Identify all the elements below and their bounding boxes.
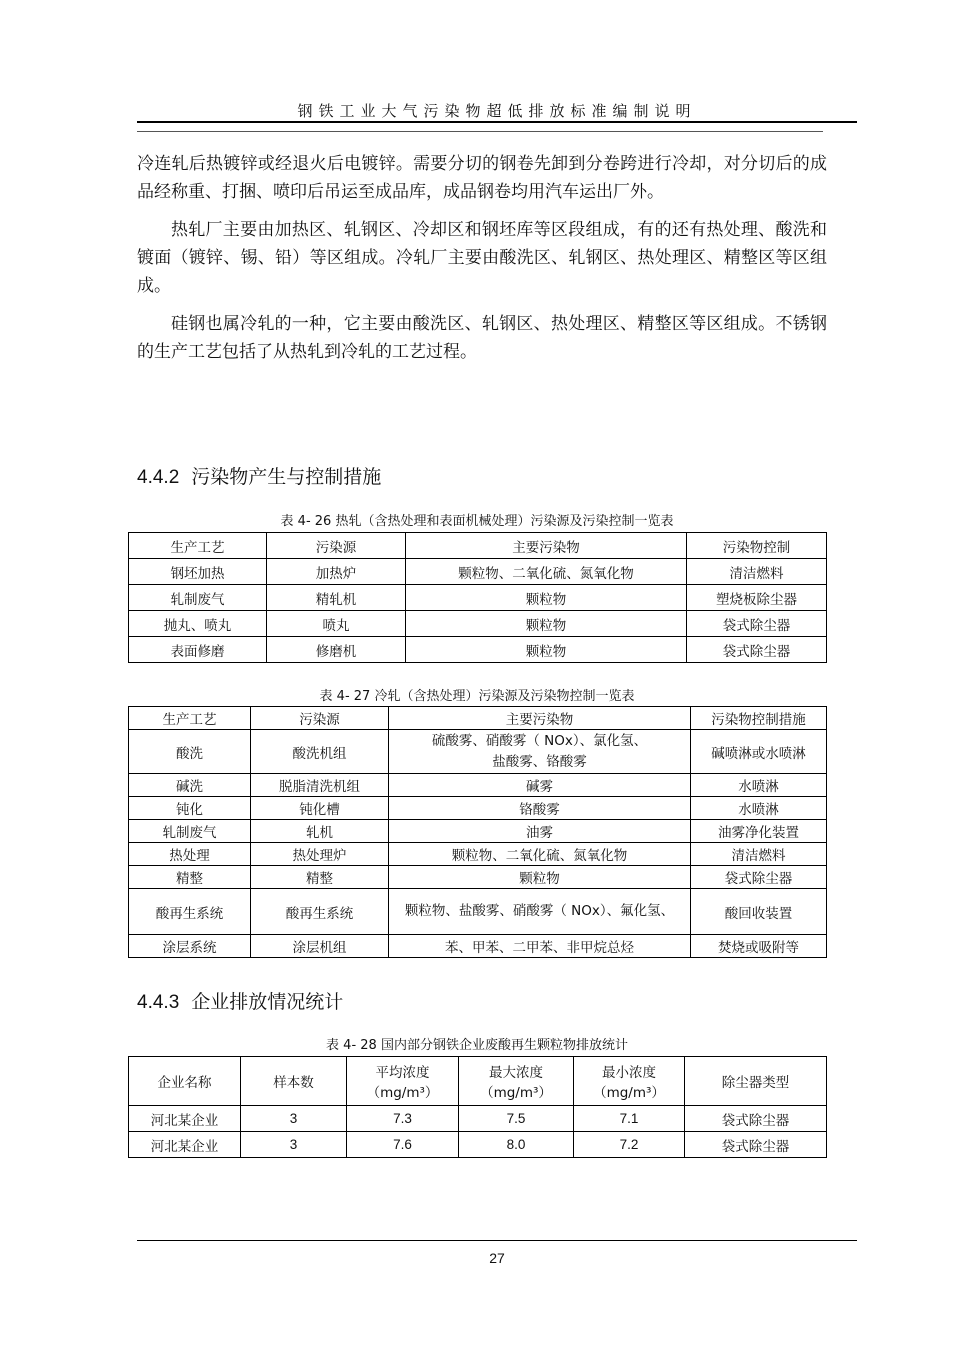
table-cell: 酸回收装置 [691,889,827,935]
table-cell: 轧制废气 [129,585,267,611]
table-cell: 钢坯加热 [129,559,267,585]
table-cell: 袋式除尘器 [687,637,827,663]
table-cell: 碱洗 [129,774,251,797]
table-cell: 轧机 [251,820,389,843]
footer-rule [137,1240,857,1241]
table-cell: 清洁燃料 [687,559,827,585]
body-text [137,150,827,376]
table-cell: 8.0 [459,1132,574,1158]
header-label: 最小浓度 [602,1065,656,1081]
column-header: 污染源 [267,533,406,559]
table-cell: 硫酸雾、硝酸雾（ NOx）、氯化氢、盐酸雾、铬酸雾 [389,730,691,774]
table-cell: 袋式除尘器 [685,1106,827,1132]
header-rule [137,121,857,123]
column-header: 主要污染物 [389,707,691,730]
table-cell: 热处理炉 [251,843,389,866]
table-4-27 [128,706,827,958]
paragraph: 热轧厂主要由加热区、轧钢区、冷却区和钢坯库等区段组成，有的还有热处理、酸洗和镀面（镀锌、锡、铅）等区组成。冷轧厂主要由酸洗区、轧钢区、热处理区、精整区等区组成。 [137,220,827,296]
table-cell: 涂层系统 [129,935,251,958]
table-caption: 表 4- 27 冷轧（含热处理）污染源及污染物控制一览表 [319,689,635,704]
column-header: 生产工艺 [129,533,267,559]
table-row [129,889,827,935]
table-cell: 袋式除尘器 [691,866,827,889]
table-cell: 7.5 [459,1106,574,1132]
table-cell: 酸再生系统 [129,889,251,935]
table-row [129,611,827,637]
table-cell: 袋式除尘器 [687,611,827,637]
table-cell: 加热炉 [267,559,406,585]
table-cell: 颗粒物、盐酸雾、硝酸雾（ NOx）、氟化氢、 [389,889,691,935]
section-title: 污染物产生与控制措施 [191,466,382,488]
column-header: 污染物控制 [687,533,827,559]
table-cell: 修磨机 [267,637,406,663]
table-cell: 颗粒物 [406,637,687,663]
table-cell: 精整 [251,866,389,889]
table-row [129,797,827,820]
table-cell: 水喷淋 [691,797,827,820]
table-cell: 7.3 [347,1106,459,1132]
header-label: 平均浓度 [375,1065,430,1081]
table-cell: 涂层机组 [251,935,389,958]
paragraph: 硅钢也属冷轧的一种，它主要由酸洗区、轧钢区、热处理区、精整区等区组成。不锈钢的生产工艺包括了从热轧到冷轧的工艺过程。 [137,314,827,362]
column-header [459,1057,574,1106]
section-heading-4-4-3 [137,987,343,1014]
table-row [129,843,827,866]
column-header [347,1057,459,1106]
column-header: 样本数 [241,1057,347,1106]
table-row [129,935,827,958]
table-cell: 脱脂清洗机组 [251,774,389,797]
table-cell: 颗粒物 [389,866,691,889]
table-header-row [129,1057,827,1106]
table-cell: 颗粒物 [406,611,687,637]
table-cell: 7.6 [347,1132,459,1158]
section-heading-4-4-2 [137,462,381,489]
header-label: 最大浓度 [489,1065,543,1081]
table-row [129,730,827,774]
column-header: 生产工艺 [129,707,251,730]
column-header: 污染物控制措施 [691,707,827,730]
header-unit: （mg/m³） [480,1085,552,1101]
table-cell: 7.1 [574,1106,685,1132]
table-cell: 喷丸 [267,611,406,637]
table-row [129,774,827,797]
section-number: 4.4.3 [137,992,180,1013]
table-cell: 酸洗 [129,730,251,774]
page-number: 27 [489,1250,505,1266]
table-cell: 7.2 [574,1132,685,1158]
table-row [129,1106,827,1132]
header-unit: （mg/m³） [366,1085,439,1101]
table-cell: 河北某企业 [129,1132,241,1158]
table-cell: 表面修磨 [129,637,267,663]
table-cell: 3 [241,1132,347,1158]
table-cell: 油雾净化装置 [691,820,827,843]
table-cell: 清洁燃料 [691,843,827,866]
header-subrule [137,131,823,132]
column-header: 主要污染物 [406,533,687,559]
table-row [129,820,827,843]
table-row [129,637,827,663]
column-header: 企业名称 [129,1057,241,1106]
table-row [129,1132,827,1158]
table-cell: 精整 [129,866,251,889]
table-cell: 水喷淋 [691,774,827,797]
table-header-row [129,533,827,559]
table-4-28 [128,1056,827,1158]
table-cell: 颗粒物 [406,585,687,611]
table-row [129,559,827,585]
section-number: 4.4.2 [137,467,180,488]
table-cell: 3 [241,1106,347,1132]
header-unit: （mg/m³） [593,1085,665,1101]
column-header [574,1057,685,1106]
table-cell: 抛丸、喷丸 [129,611,267,637]
table-cell: 酸再生系统 [251,889,389,935]
column-header: 污染源 [251,707,389,730]
table-cell: 热处理 [129,843,251,866]
table-cell: 苯、甲苯、二甲苯、非甲烷总烃 [389,935,691,958]
table-cell: 袋式除尘器 [685,1132,827,1158]
table-cell: 钝化槽 [251,797,389,820]
table-row [129,585,827,611]
table-cell: 碱喷淋或水喷淋 [691,730,827,774]
table-cell: 钝化 [129,797,251,820]
table-cell: 碱雾 [389,774,691,797]
section-title: 企业排放情况统计 [191,991,344,1013]
table-caption: 表 4- 28 国内部分钢铁企业废酸再生颗粒物排放统计 [326,1038,628,1053]
table-cell: 酸洗机组 [251,730,389,774]
table-cell: 颗粒物、二氧化硫、氮氧化物 [406,559,687,585]
table-row [129,866,827,889]
table-cell: 焚烧或吸附等 [691,935,827,958]
table-cell: 油雾 [389,820,691,843]
table-header-row [129,707,827,730]
table-cell: 铬酸雾 [389,797,691,820]
paragraph: 冷连轧后热镀锌或经退火后电镀锌。需要分切的钢卷先卸到分卷跨进行冷却，对分切后的成品经称重、打捆、喷印后吊运至成品库，成品钢卷均用汽车运出厂外。 [137,154,827,202]
table-cell: 轧制废气 [129,820,251,843]
table-cell: 河北某企业 [129,1106,241,1132]
table-cell: 精轧机 [267,585,406,611]
column-header: 除尘器类型 [685,1057,827,1106]
header-title: 钢铁工业大气污染物超低排放标准编制说明 [297,102,697,120]
table-4-26 [128,532,827,663]
table-cell: 颗粒物、二氧化硫、氮氧化物 [389,843,691,866]
table-cell: 塑烧板除尘器 [687,585,827,611]
table-caption: 表 4- 26 热轧（含热处理和表面机械处理）污染源及污染控制一览表 [280,514,674,529]
